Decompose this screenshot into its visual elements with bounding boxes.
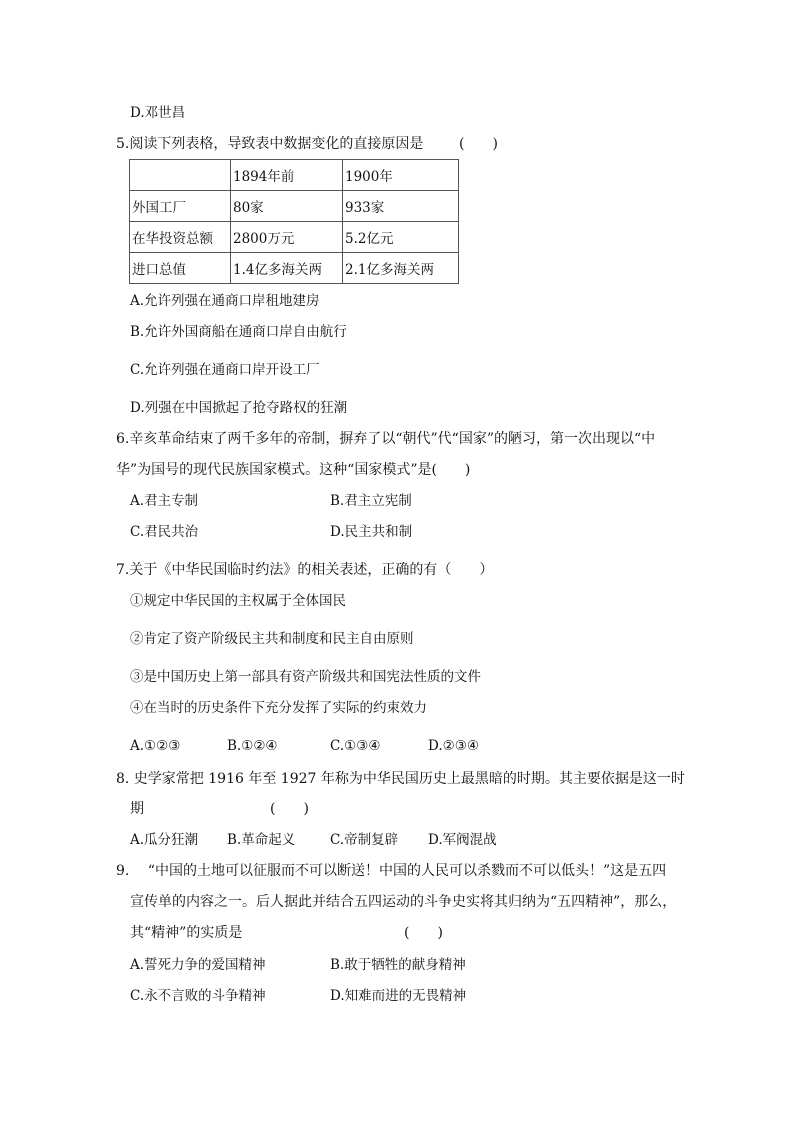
q8-option-b: B.革命起义 (227, 832, 296, 848)
table-cell: 1.4亿多海关两 (231, 253, 343, 284)
q9-answer-paren: ( ) (404, 925, 443, 941)
q7-item-4: ④在当时的历史条件下充分发挥了实际的约束效力 (130, 700, 427, 716)
q5-answer-paren: ( ) (459, 136, 498, 152)
q7-item-1: ①规定中华民国的主权属于全体国民 (130, 593, 346, 609)
table-cell: 2800万元 (231, 222, 343, 253)
table-cell: 933家 (343, 191, 459, 222)
q8-option-c: C.帝制复辟 (330, 832, 399, 848)
q7-option-d: D.②③④ (428, 738, 479, 754)
q4-option-d: D.邓世昌 (130, 105, 186, 121)
table-cell: 80家 (231, 191, 343, 222)
q5-data-table (129, 159, 459, 284)
q6-option-d: D.民主共和制 (330, 524, 413, 540)
table-cell: 外国工厂 (130, 191, 231, 222)
q5-option-b: B.允许外国商船在通商口岸自由航行 (130, 324, 347, 340)
table-cell: 2.1亿多海关两 (343, 253, 459, 284)
q8-option-a: A.瓜分狂潮 (130, 832, 199, 848)
q5-stem: 5.阅读下列表格，导致表中数据变化的直接原因是 (116, 136, 424, 152)
table-row (130, 191, 459, 222)
q6-option-c: C.君民共治 (130, 524, 199, 540)
q9-option-d: D.知难而进的无畏精神 (330, 988, 467, 1004)
q6-option-b: B.君主立宪制 (330, 493, 412, 509)
table-header-row (130, 160, 459, 191)
table-cell: 5.2亿元 (343, 222, 459, 253)
q7-item-3: ③是中国历史上第一部具有资产阶级共和国宪法性质的文件 (130, 669, 481, 685)
q5-option-a: A.允许列强在通商口岸租地建房 (130, 293, 320, 309)
q9-stem-line2: 宣传单的内容之一。后人据此并结合五四运动的斗争史实将其归纳为“五四精神”，那么， (130, 894, 677, 910)
table-header-cell: 1900年 (343, 160, 459, 191)
q8-stem-line2: 期 (130, 801, 144, 817)
q8-answer-paren: ( ) (270, 801, 309, 817)
table-cell: 在华投资总额 (130, 222, 231, 253)
q7-option-c: C.①③④ (330, 738, 381, 754)
q9-stem-line1: 9. “中国的土地可以征服而不可以断送！中国的人民可以杀戮而不可以低头！”这是五四 (116, 863, 667, 879)
q7-stem: 7.关于《中华民国临时约法》的相关表述，正确的有（ ） (116, 562, 494, 578)
q6-option-a: A.君主专制 (130, 493, 199, 509)
q8-option-d: D.军阀混战 (428, 832, 497, 848)
q6-stem-line2: 华”为国号的现代民族国家模式。这种“国家模式”是( ) (116, 462, 471, 478)
table-row (130, 222, 459, 253)
q7-item-2: ②肯定了资产阶级民主共和制度和民主自由原则 (130, 631, 414, 647)
q9-option-b: B.敢于牺牲的献身精神 (330, 957, 466, 973)
q7-option-a: A.①②③ (130, 738, 181, 754)
table-row (130, 253, 459, 284)
q9-option-a: A.誓死力争的爱国精神 (130, 957, 266, 973)
q5-option-c: C.允许列强在通商口岸开设工厂 (130, 362, 320, 378)
table-header-cell: 1894年前 (231, 160, 343, 191)
q7-option-b: B.①②④ (227, 738, 278, 754)
q8-stem-line1: 8. 史学家常把 1916 年至 1927 年称为中华民国历史上最黑暗的时期。其主要依据是这一时 (116, 771, 685, 787)
table-header-cell (130, 160, 231, 191)
q9-stem-line3: 其“精神”的实质是 (130, 925, 243, 941)
q5-option-d: D.列强在中国掀起了抢夺路权的狂潮 (130, 400, 348, 416)
table-cell: 进口总值 (130, 253, 231, 284)
q9-option-c: C.永不言败的斗争精神 (130, 988, 266, 1004)
q6-stem-line1: 6.辛亥革命结束了两千多年的帝制，摒弃了以“朝代”代“国家”的陋习，第一次出现以“中 (116, 431, 656, 447)
